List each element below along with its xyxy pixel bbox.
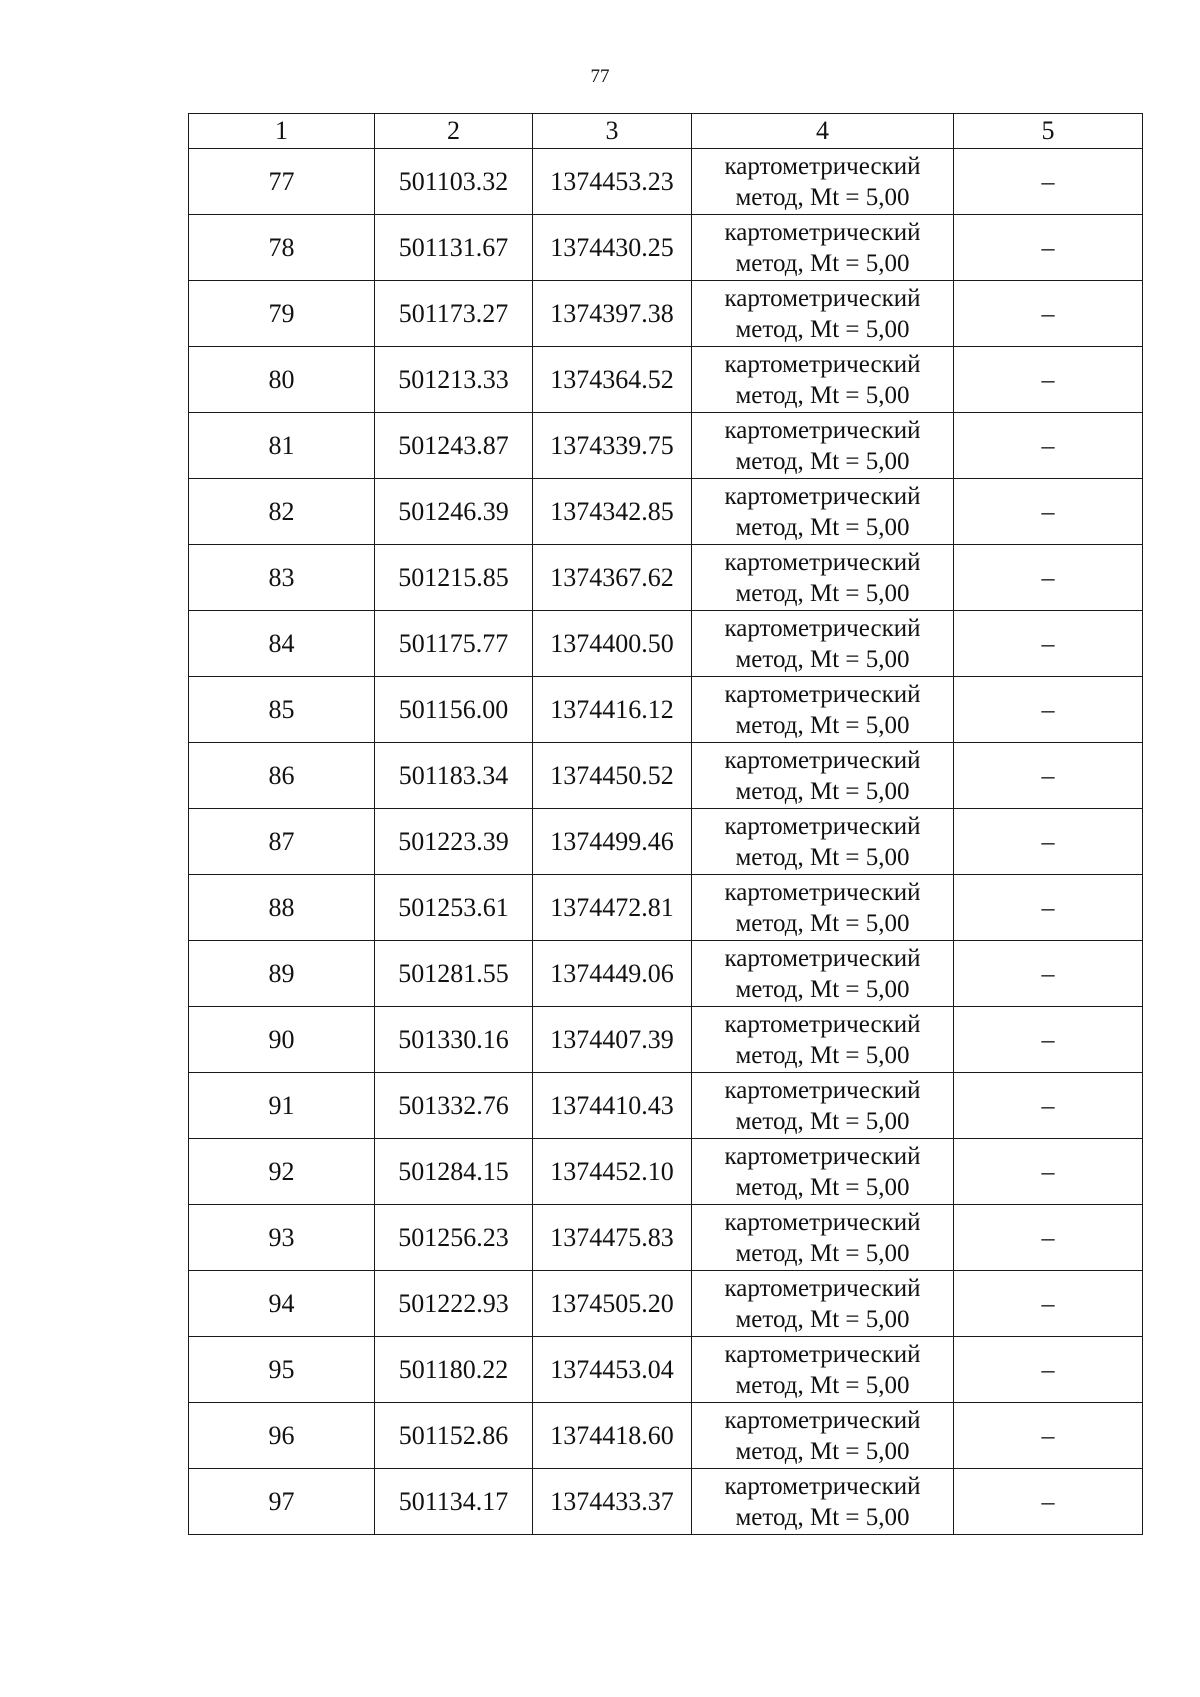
table-row [189, 1403, 1143, 1469]
method-cell [692, 677, 954, 743]
method-line-1: картометрический [724, 1406, 921, 1434]
x-coordinate-cell: 501246.39 [375, 479, 533, 545]
method-line-2: метод, Mt = 5,00 [735, 1371, 910, 1399]
x-coordinate-cell: 501222.93 [375, 1271, 533, 1337]
table-header-row [189, 114, 1143, 149]
method-line-1: картометрический [724, 1010, 921, 1038]
x-coordinate-cell: 501281.55 [375, 941, 533, 1007]
method-cell [692, 215, 954, 281]
note-cell: – [954, 1337, 1143, 1403]
table-row [189, 1073, 1143, 1139]
table-row [189, 1007, 1143, 1073]
y-coordinate-cell: 1374475.83 [533, 1205, 692, 1271]
method-line-1: картометрический [724, 350, 921, 378]
note-cell: – [954, 677, 1143, 743]
y-coordinate-cell: 1374342.85 [533, 479, 692, 545]
point-number-cell: 92 [189, 1139, 375, 1205]
method-cell [692, 545, 954, 611]
table-row [189, 1469, 1143, 1535]
note-cell: – [954, 1271, 1143, 1337]
method-line-1: картометрический [724, 1076, 921, 1104]
point-number-cell: 89 [189, 941, 375, 1007]
y-coordinate-cell: 1374453.04 [533, 1337, 692, 1403]
method-line-1: картометрический [724, 812, 921, 840]
point-number-cell: 86 [189, 743, 375, 809]
point-number-cell: 88 [189, 875, 375, 941]
table-row [189, 1271, 1143, 1337]
method-cell [692, 611, 954, 677]
point-number-cell: 87 [189, 809, 375, 875]
x-coordinate-cell: 501180.22 [375, 1337, 533, 1403]
y-coordinate-cell: 1374418.60 [533, 1403, 692, 1469]
method-line-1: картометрический [724, 152, 921, 180]
method-line-1: картометрический [724, 746, 921, 774]
note-cell: – [954, 1403, 1143, 1469]
table-row [189, 281, 1143, 347]
method-line-2: метод, Mt = 5,00 [735, 1173, 910, 1201]
method-line-2: метод, Mt = 5,00 [735, 579, 910, 607]
method-line-2: метод, Mt = 5,00 [735, 777, 910, 805]
x-coordinate-cell: 501156.00 [375, 677, 533, 743]
method-cell [692, 1469, 954, 1535]
x-coordinate-cell: 501173.27 [375, 281, 533, 347]
x-coordinate-cell: 501213.33 [375, 347, 533, 413]
header-cell: 5 [954, 114, 1143, 149]
note-cell: – [954, 743, 1143, 809]
method-line-2: метод, Mt = 5,00 [735, 1041, 910, 1069]
table-row [189, 611, 1143, 677]
note-cell: – [954, 1139, 1143, 1205]
method-line-1: картометрический [724, 416, 921, 444]
table-row [189, 215, 1143, 281]
method-cell [692, 1073, 954, 1139]
table-row [189, 545, 1143, 611]
point-number-cell: 95 [189, 1337, 375, 1403]
note-cell: – [954, 413, 1143, 479]
note-cell: – [954, 545, 1143, 611]
note-cell: – [954, 215, 1143, 281]
method-line-2: метод, Mt = 5,00 [735, 183, 910, 211]
x-coordinate-cell: 501175.77 [375, 611, 533, 677]
y-coordinate-cell: 1374505.20 [533, 1271, 692, 1337]
method-line-1: картометрический [724, 1472, 921, 1500]
header-cell: 1 [189, 114, 375, 149]
method-cell [692, 1271, 954, 1337]
point-number-cell: 97 [189, 1469, 375, 1535]
header-cell: 3 [533, 114, 692, 149]
method-line-1: картометрический [724, 1340, 921, 1368]
method-line-2: метод, Mt = 5,00 [735, 975, 910, 1003]
table-row [189, 743, 1143, 809]
note-cell: – [954, 1007, 1143, 1073]
note-cell: – [954, 1205, 1143, 1271]
note-cell: – [954, 611, 1143, 677]
y-coordinate-cell: 1374407.39 [533, 1007, 692, 1073]
y-coordinate-cell: 1374367.62 [533, 545, 692, 611]
point-number-cell: 77 [189, 149, 375, 215]
table-row [189, 347, 1143, 413]
note-cell: – [954, 1469, 1143, 1535]
table-row [189, 1337, 1143, 1403]
x-coordinate-cell: 501103.32 [375, 149, 533, 215]
header-cell: 4 [692, 114, 954, 149]
point-number-cell: 80 [189, 347, 375, 413]
table-row [189, 677, 1143, 743]
method-line-1: картометрический [724, 548, 921, 576]
method-cell [692, 941, 954, 1007]
y-coordinate-cell: 1374410.43 [533, 1073, 692, 1139]
note-cell: – [954, 479, 1143, 545]
note-cell: – [954, 347, 1143, 413]
x-coordinate-cell: 501243.87 [375, 413, 533, 479]
y-coordinate-cell: 1374453.23 [533, 149, 692, 215]
method-line-1: картометрический [724, 1208, 921, 1236]
method-line-2: метод, Mt = 5,00 [735, 1305, 910, 1333]
table-row [189, 1139, 1143, 1205]
method-line-2: метод, Mt = 5,00 [735, 315, 910, 343]
method-cell [692, 413, 954, 479]
point-number-cell: 82 [189, 479, 375, 545]
y-coordinate-cell: 1374397.38 [533, 281, 692, 347]
method-cell [692, 281, 954, 347]
coordinates-table [188, 113, 1143, 1535]
method-line-2: метод, Mt = 5,00 [735, 447, 910, 475]
table-row [189, 413, 1143, 479]
point-number-cell: 78 [189, 215, 375, 281]
note-cell: – [954, 941, 1143, 1007]
method-line-1: картометрический [724, 680, 921, 708]
x-coordinate-cell: 501134.17 [375, 1469, 533, 1535]
method-cell [692, 149, 954, 215]
x-coordinate-cell: 501131.67 [375, 215, 533, 281]
y-coordinate-cell: 1374449.06 [533, 941, 692, 1007]
note-cell: – [954, 875, 1143, 941]
method-line-2: метод, Mt = 5,00 [735, 909, 910, 937]
method-line-2: метод, Mt = 5,00 [735, 1239, 910, 1267]
table-row [189, 941, 1143, 1007]
method-line-1: картометрический [724, 1142, 921, 1170]
note-cell: – [954, 1073, 1143, 1139]
method-line-2: метод, Mt = 5,00 [735, 381, 910, 409]
table-row [189, 875, 1143, 941]
method-cell [692, 1337, 954, 1403]
method-cell [692, 347, 954, 413]
method-line-1: картометрический [724, 614, 921, 642]
y-coordinate-cell: 1374430.25 [533, 215, 692, 281]
table-row [189, 149, 1143, 215]
method-line-2: метод, Mt = 5,00 [735, 1503, 910, 1531]
y-coordinate-cell: 1374400.50 [533, 611, 692, 677]
x-coordinate-cell: 501330.16 [375, 1007, 533, 1073]
x-coordinate-cell: 501215.85 [375, 545, 533, 611]
note-cell: – [954, 149, 1143, 215]
y-coordinate-cell: 1374452.10 [533, 1139, 692, 1205]
method-cell [692, 479, 954, 545]
point-number-cell: 79 [189, 281, 375, 347]
note-cell: – [954, 281, 1143, 347]
method-cell [692, 743, 954, 809]
note-cell: – [954, 809, 1143, 875]
y-coordinate-cell: 1374450.52 [533, 743, 692, 809]
table-row [189, 809, 1143, 875]
x-coordinate-cell: 501253.61 [375, 875, 533, 941]
method-cell [692, 1007, 954, 1073]
method-line-2: метод, Mt = 5,00 [735, 249, 910, 277]
method-cell [692, 1205, 954, 1271]
method-line-2: метод, Mt = 5,00 [735, 711, 910, 739]
page-number: 77 [590, 66, 610, 87]
point-number-cell: 96 [189, 1403, 375, 1469]
y-coordinate-cell: 1374339.75 [533, 413, 692, 479]
point-number-cell: 94 [189, 1271, 375, 1337]
method-line-2: метод, Mt = 5,00 [735, 645, 910, 673]
point-number-cell: 93 [189, 1205, 375, 1271]
header-cell: 2 [375, 114, 533, 149]
point-number-cell: 85 [189, 677, 375, 743]
method-cell [692, 1139, 954, 1205]
point-number-cell: 90 [189, 1007, 375, 1073]
y-coordinate-cell: 1374499.46 [533, 809, 692, 875]
method-line-1: картометрический [724, 944, 921, 972]
point-number-cell: 91 [189, 1073, 375, 1139]
method-line-2: метод, Mt = 5,00 [735, 843, 910, 871]
x-coordinate-cell: 501183.34 [375, 743, 533, 809]
method-line-2: метод, Mt = 5,00 [735, 1107, 910, 1135]
method-cell [692, 875, 954, 941]
point-number-cell: 83 [189, 545, 375, 611]
x-coordinate-cell: 501256.23 [375, 1205, 533, 1271]
method-cell [692, 1403, 954, 1469]
table-row [189, 1205, 1143, 1271]
method-line-1: картометрический [724, 284, 921, 312]
point-number-cell: 84 [189, 611, 375, 677]
x-coordinate-cell: 501152.86 [375, 1403, 533, 1469]
method-line-1: картометрический [724, 482, 921, 510]
method-line-1: картометрический [724, 878, 921, 906]
point-number-cell: 81 [189, 413, 375, 479]
y-coordinate-cell: 1374433.37 [533, 1469, 692, 1535]
method-line-2: метод, Mt = 5,00 [735, 1437, 910, 1465]
y-coordinate-cell: 1374472.81 [533, 875, 692, 941]
x-coordinate-cell: 501223.39 [375, 809, 533, 875]
x-coordinate-cell: 501332.76 [375, 1073, 533, 1139]
method-line-2: метод, Mt = 5,00 [735, 513, 910, 541]
method-cell [692, 809, 954, 875]
y-coordinate-cell: 1374416.12 [533, 677, 692, 743]
y-coordinate-cell: 1374364.52 [533, 347, 692, 413]
method-line-1: картометрический [724, 218, 921, 246]
table-row [189, 479, 1143, 545]
method-line-1: картометрический [724, 1274, 921, 1302]
x-coordinate-cell: 501284.15 [375, 1139, 533, 1205]
